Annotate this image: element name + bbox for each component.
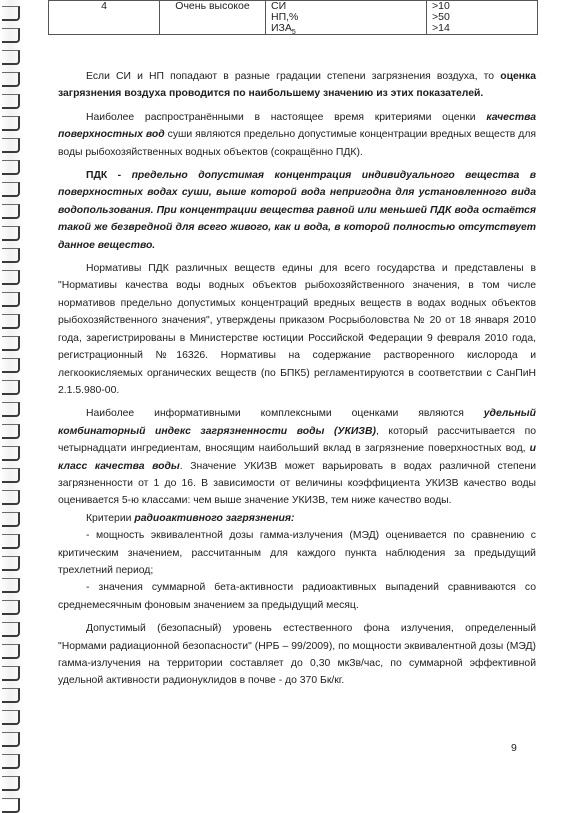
binding-ring [2, 94, 20, 109]
document-body [58, 68, 536, 690]
binding-ring [2, 116, 20, 131]
binding-ring [2, 138, 20, 153]
binding-ring [2, 578, 20, 593]
binding-ring [2, 798, 20, 813]
binding-ring [2, 292, 20, 307]
page-number: 9 [511, 742, 517, 754]
binding-ring [2, 622, 20, 637]
binding-ring [2, 534, 20, 549]
indicator-value: >10 [432, 0, 450, 12]
binding-ring [2, 314, 20, 329]
table-row [49, 1, 538, 35]
paragraph-pdk-norms: Нормативы ПДК различных веществ едины для всего государства и представлены в "Нормативы качества воды водных объектов рыбохозяйственного значения, в том числе нормативов предельно допустимых концентраций вредных веществ в водах водных объектов рыбохозяйственного значения", утверждены приказом Росрыболовства № 20 от 18 января 2010 года, зарегистрированы в Министерстве юстиции Российской Федерации 9 февраля 2010 года, регистрационный №16326. Нормативы на содержание растворенного кислорода и легкоокисляемых органических веществ (по БПК5) регламентируются в соответствии с СанПиН 2.1.5.980-00. [58, 263, 536, 396]
paragraph-air-assessment: Если СИ и НП попадают в разные градации степени загрязнения воздуха, то оценка загрязнения воздуха проводится по наибольшему значению из этих показателей. [58, 71, 536, 100]
binding-ring [2, 710, 20, 725]
binding-ring [2, 600, 20, 615]
binding-ring [2, 556, 20, 571]
pollution-level: Очень высокое [160, 1, 266, 35]
binding-ring [2, 776, 20, 791]
paragraph-pdk-definition: ПДК - предельно допустимая концентрация индивидуального вещества в поверхностных водах суши, выше которой вода непригодна для установленного вида водопользования. При концентрации вещества равной или меньшей ПДК вода остаётся такой же безвредной для всего живого, как и вода, в которой полностью отсутствует данное вещество. [58, 170, 536, 251]
binding-ring [2, 402, 20, 417]
indicator-name: НП,% [271, 11, 299, 23]
paragraph-ukizv: Наиболее информативными комплексными оценками являются удельный комбинаторный индекс загрязненности воды (УКИЗВ), который рассчитывается по четырнадцати ингредиентам, вносящим наибольший вклад в загрязнение поверхностных вод, и класс качества воды. Значение УКИЗВ может варьировать в водах различной степени загрязненности от 1 до 16. В зависимости от величины коэффициента УКИЗВ качество воды оценивается 5-ю классами: чем выше значение УКИЗВ, тем ниже качество воды. [58, 408, 537, 507]
pollution-table [48, 0, 538, 35]
gradation-number: 4 [49, 1, 160, 35]
binding-ring [2, 160, 20, 175]
indicator-name: $ИЗА_5$ [271, 22, 296, 37]
indicator-value: >14 [432, 22, 450, 34]
binding-ring [2, 336, 20, 351]
binding-ring [2, 72, 20, 87]
binding-ring [2, 182, 20, 197]
indicator-values [427, 1, 538, 35]
paragraph-beta-criterion: - значения суммарной бета-активности радиоактивных выпадений сравниваются со среднемесячным фоновым значением за предыдущий месяц. [58, 582, 536, 611]
binding-ring [2, 688, 20, 703]
binding-ring [2, 226, 20, 241]
binding-ring [2, 644, 20, 659]
binding-ring [2, 490, 20, 505]
binding-ring [2, 358, 20, 373]
paragraph-radiation-heading: Критерии радиоактивного загрязнения: [86, 512, 295, 524]
binding-ring [2, 424, 20, 439]
spiral-binding [0, 0, 24, 800]
paragraph-radiation-norms: Допустимый (безопасный) уровень естественного фона излучения, определенный "Нормами радиационной безопасности" (НРБ – 99/2009), по мощности эквивалентной дозы (МЭД) гамма-излучения на территории составляет до 0,30 мкЗв/час, по суммарной эффективной удельной активности радионуклидов в почве - до 370 Бк/кг. [58, 623, 536, 687]
indicator-name: СИ [271, 0, 287, 12]
binding-ring [2, 666, 20, 681]
binding-ring [2, 754, 20, 769]
indicator-value: >50 [432, 11, 450, 23]
binding-ring [2, 248, 20, 263]
binding-ring [2, 446, 20, 461]
binding-ring [2, 380, 20, 395]
paragraph-med-criterion: - мощность эквивалентной дозы гамма-излучения (МЭД) оценивается по сравнению с критическим значением, рассчитанным для каждого пункта наблюдения за предыдущий трехлетний период; [58, 530, 536, 576]
binding-ring [2, 6, 20, 21]
paragraph-water-criteria: Наиболее распространёнными в настоящее время критериями оценки качества поверхностных вод суши являются предельно допустимые концентрации вредных веществ для воды рыбохозяйственных водных объектов (сокращённо ПДК). [58, 111, 537, 158]
binding-ring [2, 512, 20, 527]
binding-ring [2, 204, 20, 219]
indicator-names [266, 1, 427, 35]
binding-ring [2, 28, 20, 43]
binding-ring [2, 732, 20, 747]
binding-ring [2, 468, 20, 483]
binding-ring [2, 50, 20, 65]
binding-ring [2, 270, 20, 285]
